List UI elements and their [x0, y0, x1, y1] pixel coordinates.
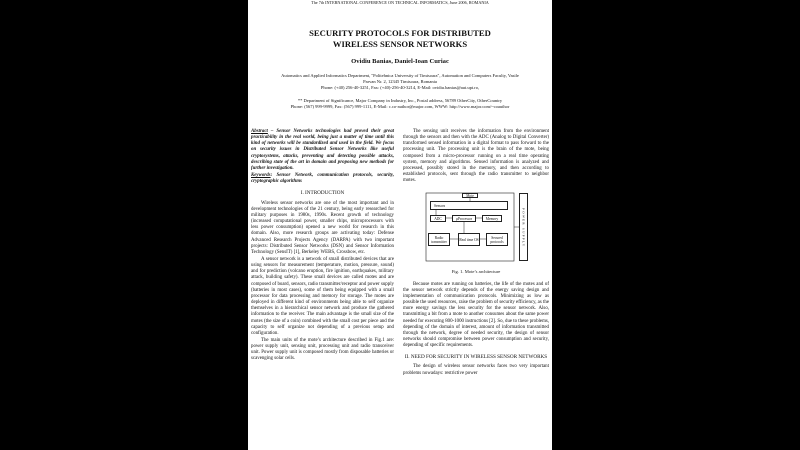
sensors-box: Sensors	[430, 201, 508, 210]
affiliation-1-line-b: Parvan Nr. 2, 12345 Timisoara, Romania	[363, 79, 437, 85]
affiliation-2-line-b: Phone: (567) 999-9999, Fax: (567) 999-1111, E-Mail: c.co-author@major.com, WWW: http://www.major.com/~coauthor	[290, 104, 510, 110]
left-column	[251, 129, 394, 364]
abstract-label: Abstract	[251, 129, 268, 134]
section-heading-introduction: I. INTRODUCTION	[300, 190, 345, 197]
affiliation-2-line-a: ** Department of Significance, Major Company in Industry, Inc., Postal address, 56789 OtherCity, OtherCountry	[297, 98, 503, 103]
keywords	[251, 173, 394, 185]
paper-page	[248, 0, 552, 450]
processor-box: µProcessor	[452, 215, 476, 222]
paragraph-1: Wireless sensor networks are one of the most important and in development technologies of the 21 century, being early researched for military purposes in 1980s, 1990s. Recent growth of technology (increased computational power, smaller chips, microprocessors with less power consumption) opened a new world for research in this domain. Also, more research groups are activating today: Defense Advanced Research Projects Agency (DARPA) with two important projects: Distributed Sensor Networks (DSN) and Sensor Information Technology (SensIT) [1], Berkeley WEBS, Crossbow, etc.	[251, 200, 394, 255]
secured-protocols-box: Secured protocols	[486, 233, 508, 246]
conference-header: The 7th INTERNATIONAL CONFERENCE ON TECHNICAL INFORMATICS, June 2006, ROMANIA	[311, 0, 489, 5]
affiliation-1-line-a: Automatics and Applied Informatics Department, "Politehnica University of Timisoara", Automation and Computers Faculty, Vasile	[281, 73, 519, 78]
paragraph-2: A sensor network is a network of small distributed devices that are using sensors for measurement (temperature, motion, pressure, sound) and for prediction (volcano eruption, fire ignition, earthquakes, military attack, building safety). These small devices are called motes and are composed of board, sensors, radio transmitter/receptor and power supply (batteries in most cases), some of them being equipped with a small processor for data processing and memory for storage. The motes are deployed in different kind of environments being able to self organize themselves in a hierarchical sensor network and produce the gathered information to the receiver. The main advantage is the small size of the motes (the size of a coin) combined with the small cost per piece and the capacity to self organize not depending of a previous setup and configuration.	[251, 256, 394, 336]
abstract	[251, 129, 394, 172]
abstract-text: – Sensor Networks technologies had proved their great practicability in the real world, being just a matter of time until this kind of networks will be standardized and used in the field. We focus on security issues in Distributed Sensor Networks like useful cryptosystems, attacks, preventing and detecting possible attacks, describing state of the art in domain and proposing new methods for further investigation.	[251, 129, 394, 171]
paragraph-5: Because motes are running on batteries, the life of the motes and of the sensor network strictly depends of the energy saving design and implementation of communication protocols. Minimizing as low as possible the used resources, raise the problem of security efficiency, as the more energy savings the less security for the sensor network. Also, transmitting a bit from a mote to another consumes about the same power needed for executing 800-1000 instructions [2]. So, due to these problems, depending of the domain of interest, amount of information transmitted through the network, degree of needed security, the design of sensor networks should compromise between power consumption and security, depending of specific requirements.	[403, 281, 550, 349]
paper-title	[248, 28, 552, 50]
affiliation-2	[256, 98, 544, 110]
power-supply-box: POWER SUPPLY	[519, 193, 528, 261]
rtos-box: Real time OS	[458, 233, 480, 246]
radio-transmitter-box: Radio transmitter	[428, 233, 450, 246]
authors: Ovidiu Banias, Daniel-Ioan Curiac	[351, 58, 449, 65]
title-line-2: WIRELESS SENSOR NETWORKS	[332, 39, 468, 49]
adc-box: ADC	[430, 215, 446, 222]
keywords-text: : Sensor Network, communication protocols, security, cryptographic algorithms	[251, 173, 394, 185]
affiliation-1-line-c: Phone: (+40) 256-40-3251, Fax: (+40)-256-40-3214, E-Mail: ovidiu.banias@aut.upt.ro,	[320, 85, 480, 91]
diagram-connectors	[422, 187, 530, 265]
paragraph-4: The sensing unit receives the information from the environment through the sensors and then with the ADC (Analog to Digital Converter) transformed sensed information in a digital format to pass forward to the processing unit. The processing unit is the brain of the mote, being composed from a micro-processor running on a real time operating system, memory and algorithms. Sensed information is analyzed and processed, possibly stored in the memory, and then according to established protocols, sent through the radio transmitter to neighbor motes.	[403, 129, 549, 184]
paragraph-3: The main units of the mote’s architecture described in Fig.1 are: power supply unit, sensing unit, processing unit and radio transceiver unit. Power supply unit is composed mostly from disposable batteries or scavenging solar cells.	[251, 338, 394, 362]
section-heading-security: II. NEED FOR SECURITY IN WIRELESS SENSOR NETWORKS	[404, 354, 548, 361]
right-column	[403, 129, 549, 378]
mote-architecture-diagram	[422, 187, 530, 265]
paragraph-6: The design of wireless sensor networks faces two very important problems nowadays: restrictive power	[403, 364, 549, 376]
memory-box: Memory	[482, 215, 502, 222]
keywords-label: Keywords	[251, 173, 271, 179]
figure-caption: Fig. 1. Mote’s architecture	[451, 269, 501, 275]
affiliation-1	[256, 73, 544, 91]
mote-label-box: Mote	[462, 193, 478, 198]
title-line-1: SECURITY PROTOCOLS FOR DISTRIBUTED	[309, 28, 491, 38]
